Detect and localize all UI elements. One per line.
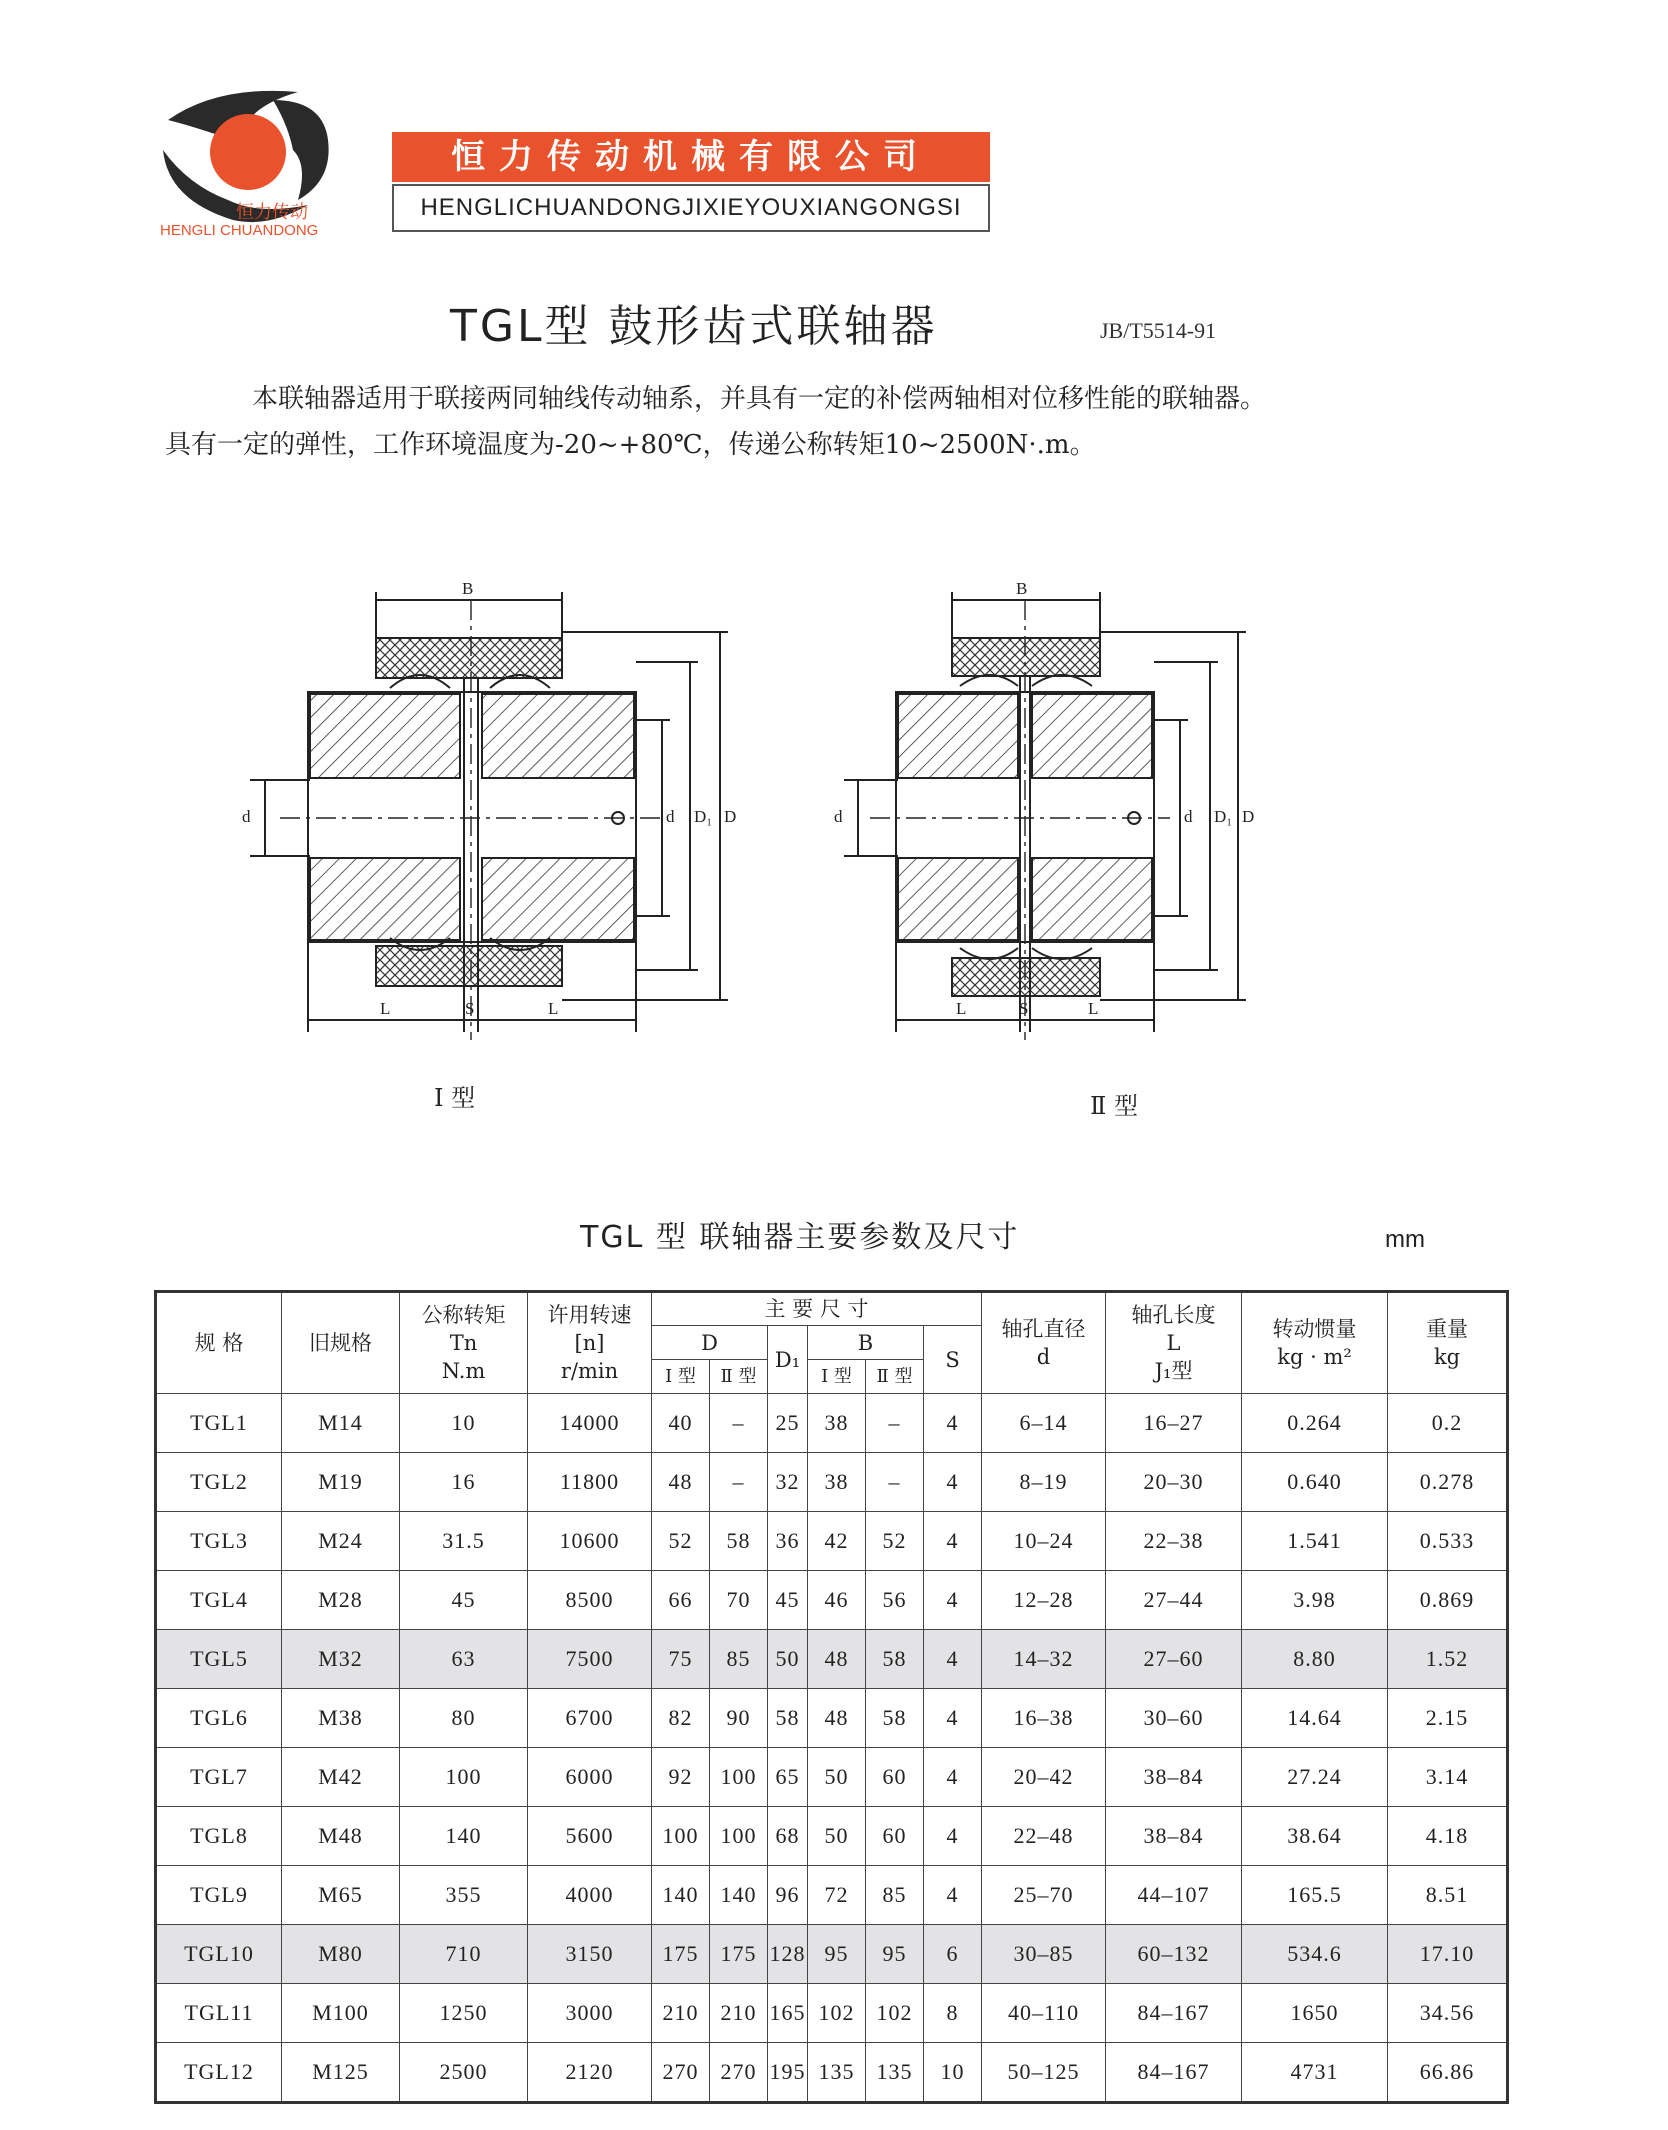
cell-spec: TGL8 [156, 1807, 282, 1866]
cell-S: 6 [924, 1925, 982, 1984]
cell-L: 84–167 [1106, 2043, 1242, 2103]
dim-d-1b: d [666, 807, 675, 826]
cell-n: 2120 [528, 2043, 652, 2103]
table-row [156, 1512, 1508, 1571]
cell-D2t: – [710, 1394, 768, 1453]
cell-B2: 58 [866, 1630, 924, 1689]
cell-B2: 58 [866, 1689, 924, 1748]
dim-D1-1: D₁ [694, 807, 713, 826]
cell-spec: TGL5 [156, 1630, 282, 1689]
cell-n: 5600 [528, 1807, 652, 1866]
cell-D1: 50 [768, 1630, 808, 1689]
header-D-type1: Ⅰ 型 [652, 1360, 710, 1394]
cell-tn: 10 [400, 1394, 528, 1453]
cell-B2: 85 [866, 1866, 924, 1925]
cell-spec: TGL2 [156, 1453, 282, 1512]
cell-n: 10600 [528, 1512, 652, 1571]
dim-L-1b: L [548, 999, 559, 1018]
cell-tn: 45 [400, 1571, 528, 1630]
cell-d: 8–19 [982, 1453, 1106, 1512]
cell-D1t: 210 [652, 1984, 710, 2043]
cell-S: 4 [924, 1453, 982, 1512]
cell-tn: 2500 [400, 2043, 528, 2103]
header-bore-dia-l1: 轴孔直径 [1001, 1317, 1086, 1341]
cell-kg: 66.86 [1388, 2043, 1508, 2103]
cell-kg: 0.533 [1388, 1512, 1508, 1571]
cell-S: 4 [924, 1394, 982, 1453]
cell-L: 44–107 [1106, 1866, 1242, 1925]
cell-D2t: 210 [710, 1984, 768, 2043]
header-B-type2: Ⅱ 型 [866, 1360, 924, 1394]
cell-D1t: 52 [652, 1512, 710, 1571]
table-row [156, 2043, 1508, 2103]
cell-D1t: 270 [652, 2043, 710, 2103]
table-row [156, 1394, 1508, 1453]
cell-tn: 1250 [400, 1984, 528, 2043]
cell-S: 4 [924, 1807, 982, 1866]
cell-D1t: 82 [652, 1689, 710, 1748]
cell-B1: 42 [808, 1512, 866, 1571]
header-D: D [652, 1326, 768, 1360]
company-name-cn: 恒力传动机械有限公司 [392, 132, 990, 182]
cell-D2t: 70 [710, 1571, 768, 1630]
logo-en-text: HENGLI CHUANDONG [160, 222, 319, 239]
cell-B2: 102 [866, 1984, 924, 2043]
cell-J: 0.640 [1242, 1453, 1388, 1512]
cell-B1: 135 [808, 2043, 866, 2103]
cell-D1: 36 [768, 1512, 808, 1571]
cell-S: 4 [924, 1748, 982, 1807]
cell-J: 0.264 [1242, 1394, 1388, 1453]
cell-D1: 128 [768, 1925, 808, 1984]
cell-D2t: 58 [710, 1512, 768, 1571]
standard-number: JB/T5514-91 [1100, 318, 1217, 343]
cell-S: 8 [924, 1984, 982, 2043]
header-B: B [808, 1326, 924, 1360]
header-speed [528, 1292, 652, 1394]
cell-d: 14–32 [982, 1630, 1106, 1689]
cell-L: 30–60 [1106, 1689, 1242, 1748]
cell-B2: – [866, 1453, 924, 1512]
cell-B1: 50 [808, 1807, 866, 1866]
dim-D-1: D [724, 807, 737, 826]
cell-tn: 80 [400, 1689, 528, 1748]
header-speed-l3: r/min [560, 1359, 619, 1383]
cell-old: M80 [282, 1925, 400, 1984]
cell-D2t: 100 [710, 1748, 768, 1807]
cell-d: 50–125 [982, 2043, 1106, 2103]
cell-D1t: 140 [652, 1866, 710, 1925]
cell-kg: 17.10 [1388, 1925, 1508, 1984]
header-D-type2: Ⅱ 型 [710, 1360, 768, 1394]
cell-D1t: 175 [652, 1925, 710, 1984]
cell-kg: 3.14 [1388, 1748, 1508, 1807]
cell-J: 14.64 [1242, 1689, 1388, 1748]
cell-D1: 32 [768, 1453, 808, 1512]
dim-L-1a: L [380, 999, 391, 1018]
header-bore-dia [982, 1292, 1106, 1394]
cell-J: 4731 [1242, 2043, 1388, 2103]
cell-d: 16–38 [982, 1689, 1106, 1748]
cell-spec: TGL9 [156, 1866, 282, 1925]
dim-B-2: B [1016, 579, 1028, 598]
cell-B2: 56 [866, 1571, 924, 1630]
dim-D-2: D [1242, 807, 1255, 826]
cell-S: 4 [924, 1571, 982, 1630]
cell-L: 27–60 [1106, 1630, 1242, 1689]
dim-S-1: S [465, 999, 475, 1018]
cell-L: 27–44 [1106, 1571, 1242, 1630]
header-inertia-l1: 转动惯量 [1272, 1317, 1357, 1341]
cell-B1: 72 [808, 1866, 866, 1925]
cell-spec: TGL7 [156, 1748, 282, 1807]
cell-J: 1.541 [1242, 1512, 1388, 1571]
cell-tn: 31.5 [400, 1512, 528, 1571]
description-line-2: 具有一定的弹性，工作环境温度为-20~+80℃，传递公称转矩10~2500N·.m。 [165, 430, 1096, 460]
cell-S: 10 [924, 2043, 982, 2103]
cell-D1t: 92 [652, 1748, 710, 1807]
dim-d-2b: d [1184, 807, 1193, 826]
logo-cn-text: 恒力传动 [236, 202, 308, 223]
cell-d: 10–24 [982, 1512, 1106, 1571]
cell-B2: 135 [866, 2043, 924, 2103]
header-bore-len-l3: J₁型 [1154, 1359, 1193, 1383]
header-inertia [1242, 1292, 1388, 1394]
cell-old: M14 [282, 1394, 400, 1453]
cell-tn: 63 [400, 1630, 528, 1689]
table-row [156, 1748, 1508, 1807]
header-inertia-l2: kg · m² [1277, 1345, 1352, 1369]
cell-J: 1650 [1242, 1984, 1388, 2043]
header-S: S [924, 1326, 982, 1394]
cell-spec: TGL12 [156, 2043, 282, 2103]
company-name-box [392, 132, 990, 232]
cell-J: 534.6 [1242, 1925, 1388, 1984]
header-bore-len-l1: 轴孔长度 [1131, 1303, 1216, 1327]
company-name-en: HENGLICHUANDONGJIXIEYOUXIANGONGSI [392, 184, 990, 232]
cell-J: 8.80 [1242, 1630, 1388, 1689]
cell-spec: TGL11 [156, 1984, 282, 2043]
cell-L: 38–84 [1106, 1748, 1242, 1807]
header-torque [400, 1292, 528, 1394]
cell-kg: 34.56 [1388, 1984, 1508, 2043]
cell-d: 20–42 [982, 1748, 1106, 1807]
cell-S: 4 [924, 1630, 982, 1689]
cell-tn: 355 [400, 1866, 528, 1925]
cell-D1: 165 [768, 1984, 808, 2043]
header-old-spec: 旧规格 [282, 1292, 400, 1394]
cell-old: M28 [282, 1571, 400, 1630]
dim-d-1: d [242, 807, 251, 826]
cell-d: 30–85 [982, 1925, 1106, 1984]
cell-n: 3150 [528, 1925, 652, 1984]
cell-n: 6000 [528, 1748, 652, 1807]
cell-n: 11800 [528, 1453, 652, 1512]
cell-D2t: – [710, 1453, 768, 1512]
cell-kg: 0.2 [1388, 1394, 1508, 1453]
cell-old: M19 [282, 1453, 400, 1512]
cell-old: M48 [282, 1807, 400, 1866]
cell-D2t: 85 [710, 1630, 768, 1689]
cell-L: 16–27 [1106, 1394, 1242, 1453]
cell-B2: 60 [866, 1748, 924, 1807]
cell-L: 84–167 [1106, 1984, 1242, 2043]
dim-L-2a: L [956, 999, 967, 1018]
cell-J: 27.24 [1242, 1748, 1388, 1807]
header-speed-l2: [n] [574, 1331, 605, 1355]
cell-d: 12–28 [982, 1571, 1106, 1630]
cell-S: 4 [924, 1689, 982, 1748]
cell-D1: 58 [768, 1689, 808, 1748]
dim-d-2: d [834, 807, 843, 826]
cell-J: 165.5 [1242, 1866, 1388, 1925]
table-title: TGL 型 联轴器主要参数及尺寸 [580, 1220, 1020, 1255]
cell-B2: 95 [866, 1925, 924, 1984]
cell-B1: 46 [808, 1571, 866, 1630]
header-D1: D₁ [768, 1326, 808, 1394]
cell-B2: – [866, 1394, 924, 1453]
cell-B2: 60 [866, 1807, 924, 1866]
cell-D1t: 48 [652, 1453, 710, 1512]
table-row [156, 1571, 1508, 1630]
table-row [156, 1866, 1508, 1925]
cell-D1: 65 [768, 1748, 808, 1807]
cell-B1: 95 [808, 1925, 866, 1984]
cell-L: 20–30 [1106, 1453, 1242, 1512]
dim-D1-2: D₁ [1214, 807, 1233, 826]
cell-kg: 8.51 [1388, 1866, 1508, 1925]
cell-old: M32 [282, 1630, 400, 1689]
dim-B-1: B [462, 579, 474, 598]
cell-old: M42 [282, 1748, 400, 1807]
header-torque-l2: Tn [449, 1331, 478, 1355]
cell-L: 38–84 [1106, 1807, 1242, 1866]
caption-type-1: Ⅰ 型 [434, 1084, 476, 1112]
header-main-dims: 主 要 尺 寸 [652, 1292, 982, 1326]
cell-kg: 0.278 [1388, 1453, 1508, 1512]
header-B-type1: Ⅰ 型 [808, 1360, 866, 1394]
cell-kg: 0.869 [1388, 1571, 1508, 1630]
table-row [156, 1984, 1508, 2043]
caption-type-2: Ⅱ 型 [1090, 1092, 1138, 1120]
cell-spec: TGL4 [156, 1571, 282, 1630]
cell-old: M38 [282, 1689, 400, 1748]
cell-J: 38.64 [1242, 1807, 1388, 1866]
header-torque-l1: 公称转矩 [421, 1303, 506, 1327]
cell-d: 40–110 [982, 1984, 1106, 2043]
cell-D2t: 90 [710, 1689, 768, 1748]
cell-S: 4 [924, 1866, 982, 1925]
cell-D1: 25 [768, 1394, 808, 1453]
cell-kg: 4.18 [1388, 1807, 1508, 1866]
cell-tn: 710 [400, 1925, 528, 1984]
table-row [156, 1453, 1508, 1512]
cell-D1: 96 [768, 1866, 808, 1925]
header-spec: 规 格 [156, 1292, 282, 1394]
description-line-1: 本联轴器适用于联接两同轴线传动轴系，并具有一定的补偿两轴相对位移性能的联轴器。 [252, 384, 1267, 414]
header-torque-l3: N.m [441, 1359, 486, 1383]
cell-d: 25–70 [982, 1866, 1106, 1925]
cell-tn: 16 [400, 1453, 528, 1512]
cell-tn: 100 [400, 1748, 528, 1807]
header-weight-l1: 重量 [1426, 1317, 1469, 1341]
cell-B1: 48 [808, 1689, 866, 1748]
cell-D2t: 100 [710, 1807, 768, 1866]
cell-J: 3.98 [1242, 1571, 1388, 1630]
cell-spec: TGL1 [156, 1394, 282, 1453]
cell-old: M24 [282, 1512, 400, 1571]
cell-D1t: 100 [652, 1807, 710, 1866]
table-row [156, 1807, 1508, 1866]
spec-table [154, 1290, 1509, 2104]
cell-B1: 50 [808, 1748, 866, 1807]
page-title: TGL型 鼓形齿式联轴器 [450, 301, 938, 352]
cell-n: 8500 [528, 1571, 652, 1630]
cell-n: 7500 [528, 1630, 652, 1689]
cell-D1t: 75 [652, 1630, 710, 1689]
header-weight [1388, 1292, 1508, 1394]
cell-D2t: 140 [710, 1866, 768, 1925]
cell-old: M100 [282, 1984, 400, 2043]
cell-spec: TGL3 [156, 1512, 282, 1571]
cell-n: 3000 [528, 1984, 652, 2043]
spec-table-body [156, 1394, 1508, 2103]
header-bore-dia-l2: d [1036, 1345, 1051, 1369]
cell-B1: 38 [808, 1394, 866, 1453]
header-weight-l2: kg [1433, 1345, 1461, 1369]
cell-kg: 1.52 [1388, 1630, 1508, 1689]
dim-S-2: S [1019, 999, 1029, 1018]
header-bore-len-l2: L [1166, 1331, 1181, 1355]
cell-D1: 45 [768, 1571, 808, 1630]
cell-old: M65 [282, 1866, 400, 1925]
dim-L-2b: L [1088, 999, 1099, 1018]
cell-B1: 102 [808, 1984, 866, 2043]
cell-n: 6700 [528, 1689, 652, 1748]
cell-tn: 140 [400, 1807, 528, 1866]
cell-L: 60–132 [1106, 1925, 1242, 1984]
header-speed-l1: 许用转速 [547, 1303, 632, 1327]
cell-S: 4 [924, 1512, 982, 1571]
cell-D1: 68 [768, 1807, 808, 1866]
cell-D1t: 40 [652, 1394, 710, 1453]
cell-d: 22–48 [982, 1807, 1106, 1866]
cell-kg: 2.15 [1388, 1689, 1508, 1748]
cell-d: 6–14 [982, 1394, 1106, 1453]
cell-B1: 38 [808, 1453, 866, 1512]
table-row [156, 1925, 1508, 1984]
cell-B1: 48 [808, 1630, 866, 1689]
cell-spec: TGL6 [156, 1689, 282, 1748]
cell-D2t: 270 [710, 2043, 768, 2103]
table-unit: mm [1385, 1226, 1425, 1253]
cell-L: 22–38 [1106, 1512, 1242, 1571]
table-row [156, 1630, 1508, 1689]
cell-D1: 195 [768, 2043, 808, 2103]
coupling-drawing [220, 570, 1420, 1130]
cell-spec: TGL10 [156, 1925, 282, 1984]
cell-n: 4000 [528, 1866, 652, 1925]
cell-old: M125 [282, 2043, 400, 2103]
cell-B2: 52 [866, 1512, 924, 1571]
cell-D2t: 175 [710, 1925, 768, 1984]
cell-D1t: 66 [652, 1571, 710, 1630]
cell-n: 14000 [528, 1394, 652, 1453]
header-bore-len [1106, 1292, 1242, 1394]
table-row [156, 1689, 1508, 1748]
